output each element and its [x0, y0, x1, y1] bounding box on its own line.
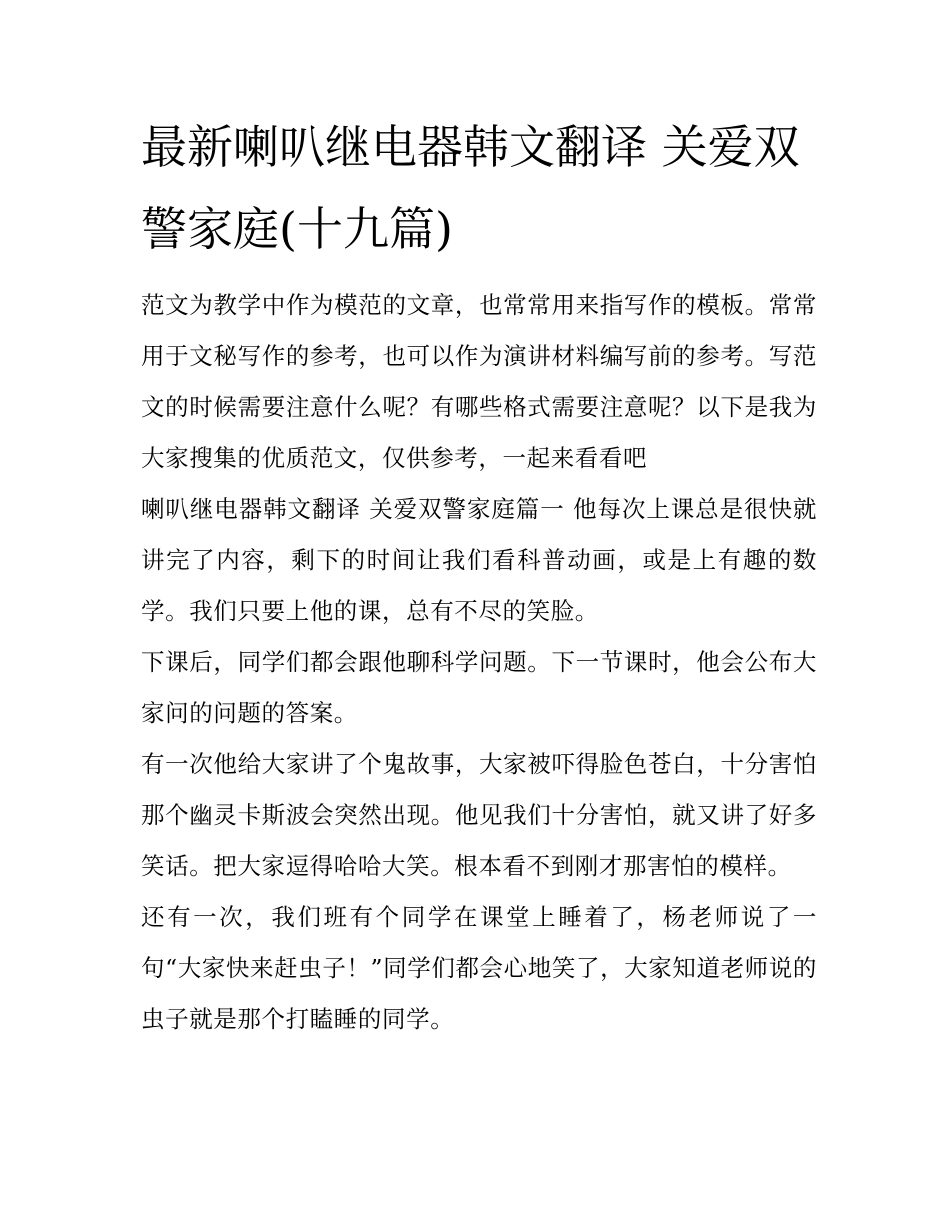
paragraph-3: 有一次他给大家讲了个鬼故事，大家被吓得脸色苍白，十分害怕那个幽灵卡斯波会突然出现。他见我们十分害怕，就又讲了好多笑话。把大家逗得哈哈大笑。根本看不到刚才那害怕的模样。 — [141, 750, 817, 880]
paragraph-2: 下课后，同学们都会跟他聊科学问题。下一节课时，他会公布大家问的问题的答案。 — [141, 648, 817, 727]
paragraph-intro: 范文为教学中作为模范的文章，也常常用来指写作的模板。常常用于文秘写作的参考，也可以作为演讲材料编写前的参考。写范文的时候需要注意什么呢？有哪些格式需要注意呢？以下是我为大家搜集的优质范文，仅供参考，一起来看看吧 — [141, 291, 817, 472]
document-title: 最新喇叭继电器韩文翻译 关爱双警家庭(十九篇) — [141, 120, 800, 256]
paragraph-1: 喇叭继电器韩文翻译 关爱双警家庭篇一 他每次上课总是很快就讲完了内容，剩下的时间让我们看科普动画，或是上有趣的数学。我们只要上他的课，总有不尽的笑脸。 — [141, 495, 817, 625]
document-body — [141, 280, 817, 1045]
paragraph-4: 还有一次，我们班有个同学在课堂上睡着了，杨老师说了一句“大家快来赶虫子！”同学们都会心地笑了，大家知道老师说的虫子就是那个打瞌睡的同学。 — [141, 903, 817, 1033]
